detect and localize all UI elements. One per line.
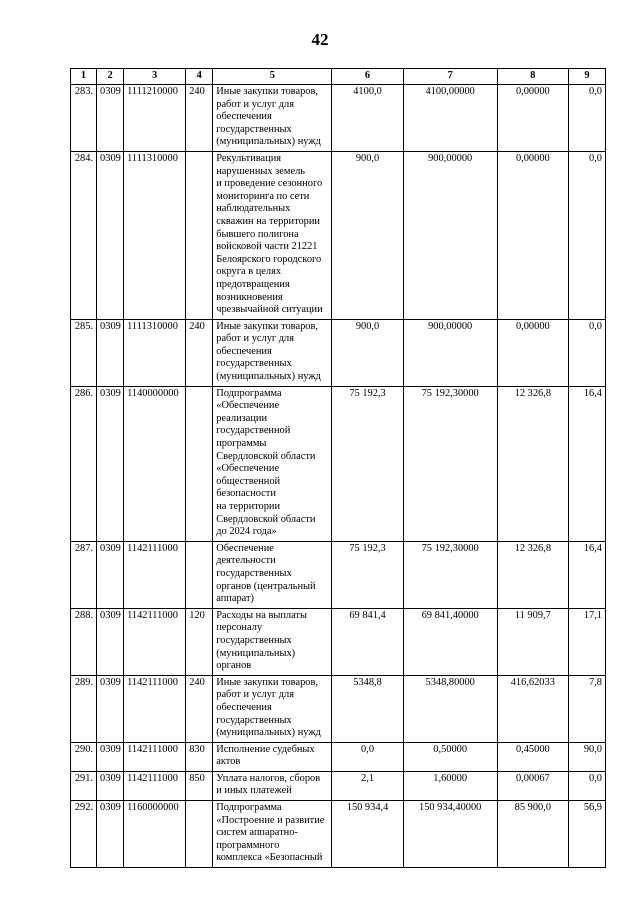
column-header: 8 — [497, 69, 568, 85]
row-number-cell: 289. — [71, 675, 97, 742]
table-row — [71, 386, 606, 541]
execution-percent-cell: 17,1 — [568, 608, 605, 675]
section-code-cell: 0309 — [97, 675, 124, 742]
expense-type-cell — [186, 541, 213, 608]
target-article-cell: 1142111000 — [124, 675, 186, 742]
table-row — [71, 151, 606, 319]
column-header: 1 — [71, 69, 97, 85]
item-name-cell: Иные закупки товаров, работ и услуг для обеспечения государственных (муниципальных) нужд — [213, 85, 332, 152]
section-code-cell: 0309 — [97, 319, 124, 386]
executed-amount-cell: 11 909,7 — [497, 608, 568, 675]
table-row — [71, 742, 606, 771]
execution-percent-cell: 0,0 — [568, 319, 605, 386]
specified-amount-cell: 4100,00000 — [403, 85, 497, 152]
item-name-cell: Иные закупки товаров, работ и услуг для обеспечения государственных (муниципальных) нужд — [213, 319, 332, 386]
specified-amount-cell: 900,00000 — [403, 151, 497, 319]
item-name-cell: Иные закупки товаров, работ и услуг для обеспечения государственных (муниципальных) нужд — [213, 675, 332, 742]
expense-type-cell — [186, 386, 213, 541]
plan-amount-cell: 900,0 — [332, 319, 403, 386]
expense-type-cell — [186, 151, 213, 319]
target-article-cell: 1111210000 — [124, 85, 186, 152]
target-article-cell: 1142111000 — [124, 608, 186, 675]
header-row — [71, 69, 606, 85]
item-name-cell: Обеспечение деятельности государственных органов (центральный аппарат) — [213, 541, 332, 608]
row-number-cell: 283. — [71, 85, 97, 152]
page-number: 42 — [311, 30, 329, 49]
table-row — [71, 771, 606, 800]
execution-percent-cell: 0,0 — [568, 85, 605, 152]
item-name-cell: Рекультивация нарушенных земель и проведение сезонного мониторинга по сети наблюдательных скважин на территории бывшего полигона войсковой части 21221 Белоярского городского округа в целях предотвращения возникновения чрезвычайной ситуации — [213, 151, 332, 319]
table-row — [71, 541, 606, 608]
section-code-cell: 0309 — [97, 742, 124, 771]
table-row — [71, 85, 606, 152]
execution-percent-cell: 7,8 — [568, 675, 605, 742]
row-number-cell: 291. — [71, 771, 97, 800]
target-article-cell: 1160000000 — [124, 801, 186, 868]
specified-amount-cell: 75 192,30000 — [403, 386, 497, 541]
executed-amount-cell: 85 900,0 — [497, 801, 568, 868]
row-number-cell: 292. — [71, 801, 97, 868]
specified-amount-cell: 75 192,30000 — [403, 541, 497, 608]
column-header: 4 — [186, 69, 213, 85]
column-header: 9 — [568, 69, 605, 85]
target-article-cell: 1111310000 — [124, 319, 186, 386]
plan-amount-cell: 900,0 — [332, 151, 403, 319]
execution-percent-cell: 16,4 — [568, 541, 605, 608]
plan-amount-cell: 4100,0 — [332, 85, 403, 152]
execution-percent-cell: 0,0 — [568, 771, 605, 800]
target-article-cell: 1142111000 — [124, 742, 186, 771]
execution-percent-cell: 90,0 — [568, 742, 605, 771]
section-code-cell: 0309 — [97, 801, 124, 868]
expense-type-cell — [186, 801, 213, 868]
plan-amount-cell: 75 192,3 — [332, 386, 403, 541]
plan-amount-cell: 75 192,3 — [332, 541, 403, 608]
section-code-cell: 0309 — [97, 608, 124, 675]
specified-amount-cell: 5348,80000 — [403, 675, 497, 742]
column-header: 5 — [213, 69, 332, 85]
item-name-cell: Уплата налогов, сборов и иных платежей — [213, 771, 332, 800]
expense-type-cell: 850 — [186, 771, 213, 800]
specified-amount-cell: 150 934,40000 — [403, 801, 497, 868]
row-number-cell: 284. — [71, 151, 97, 319]
specified-amount-cell: 69 841,40000 — [403, 608, 497, 675]
row-number-cell: 286. — [71, 386, 97, 541]
executed-amount-cell: 416,62033 — [497, 675, 568, 742]
section-code-cell: 0309 — [97, 771, 124, 800]
section-code-cell: 0309 — [97, 541, 124, 608]
item-name-cell: Подпрограмма «Построение и развитие систем аппаратно- программного комплекса «Безопасный — [213, 801, 332, 868]
row-number-cell: 287. — [71, 541, 97, 608]
executed-amount-cell: 12 326,8 — [497, 386, 568, 541]
target-article-cell: 1142111000 — [124, 771, 186, 800]
expense-type-cell: 830 — [186, 742, 213, 771]
target-article-cell: 1111310000 — [124, 151, 186, 319]
plan-amount-cell: 150 934,4 — [332, 801, 403, 868]
section-code-cell: 0309 — [97, 151, 124, 319]
expense-type-cell: 120 — [186, 608, 213, 675]
specified-amount-cell: 0,50000 — [403, 742, 497, 771]
item-name-cell: Исполнение судебных актов — [213, 742, 332, 771]
plan-amount-cell: 5348,8 — [332, 675, 403, 742]
plan-amount-cell: 69 841,4 — [332, 608, 403, 675]
section-code-cell: 0309 — [97, 386, 124, 541]
executed-amount-cell: 0,00067 — [497, 771, 568, 800]
executed-amount-cell: 0,45000 — [497, 742, 568, 771]
column-header: 2 — [97, 69, 124, 85]
table-row — [71, 801, 606, 868]
specified-amount-cell: 1,60000 — [403, 771, 497, 800]
row-number-cell: 290. — [71, 742, 97, 771]
item-name-cell: Подпрограмма «Обеспечение реализации государственной программы Свердловской области «Обеспечение общественной безопасности на территории Свердловской области до 2024 года» — [213, 386, 332, 541]
target-article-cell: 1142111000 — [124, 541, 186, 608]
column-header: 7 — [403, 69, 497, 85]
plan-amount-cell: 0,0 — [332, 742, 403, 771]
row-number-cell: 288. — [71, 608, 97, 675]
target-article-cell: 1140000000 — [124, 386, 186, 541]
table-row — [71, 608, 606, 675]
plan-amount-cell: 2,1 — [332, 771, 403, 800]
executed-amount-cell: 0,00000 — [497, 319, 568, 386]
executed-amount-cell: 0,00000 — [497, 151, 568, 319]
executed-amount-cell: 12 326,8 — [497, 541, 568, 608]
table-row — [71, 675, 606, 742]
row-number-cell: 285. — [71, 319, 97, 386]
expense-type-cell: 240 — [186, 85, 213, 152]
expense-type-cell: 240 — [186, 319, 213, 386]
table-row — [71, 319, 606, 386]
item-name-cell: Расходы на выплаты персоналу государственных (муниципальных) органов — [213, 608, 332, 675]
specified-amount-cell: 900,00000 — [403, 319, 497, 386]
budget-table — [70, 68, 606, 868]
section-code-cell: 0309 — [97, 85, 124, 152]
execution-percent-cell: 0,0 — [568, 151, 605, 319]
column-header: 6 — [332, 69, 403, 85]
execution-percent-cell: 56,9 — [568, 801, 605, 868]
expense-type-cell: 240 — [186, 675, 213, 742]
column-header: 3 — [124, 69, 186, 85]
execution-percent-cell: 16,4 — [568, 386, 605, 541]
executed-amount-cell: 0,00000 — [497, 85, 568, 152]
